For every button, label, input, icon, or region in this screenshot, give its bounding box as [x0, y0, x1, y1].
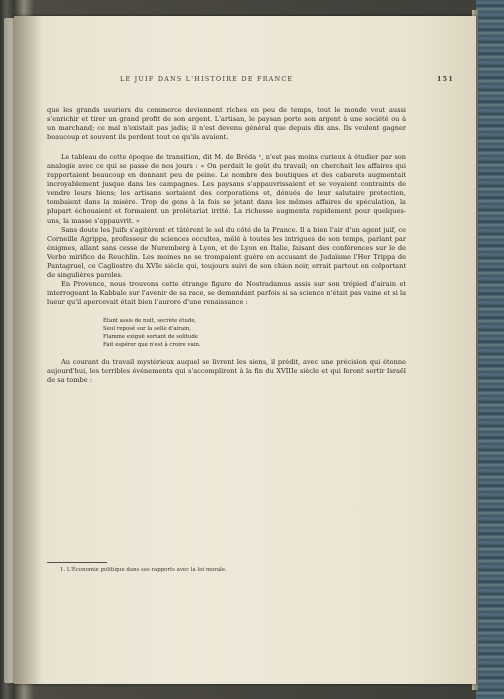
- footnote-rule: [47, 562, 107, 563]
- footnote: 1. L'Économie politique dans ses rapports avec la loi morale.: [60, 567, 227, 573]
- paragraph-1: que les grands usuriers du commerce deviennent riches en peu de temps, tout le monde veut aussi s'enrichir et tirer un grand profit de son argent. L'artisan, le paysan porte son argent à une société ou à un marchand; ce mal n'existait pas jadis; il n'est devenu général que depuis dix ans. Ils veulent gagner beaucoup et souvent ils perdent tout ce qu'ils avaient.: [47, 106, 406, 142]
- poem-line: Flamme exiguë sortant de solitude: [103, 333, 198, 340]
- page-number: 151: [436, 76, 454, 83]
- poem-line: Seul reposé sur la selle d'airain,: [103, 325, 191, 332]
- body-text: [47, 106, 406, 385]
- poem-line: Fait espérer que n'est à croire vain.: [103, 341, 201, 348]
- poem-quote: [103, 317, 406, 349]
- paragraph-5: Au courant du travail mystérieux auquel se livrent les siens, il prédit, avec une précision qui étonne aujourd'hui, les terribles événements qui s'accompliront à la fin du XVIIIe siècle et qui feront sortir Israël de sa tombe :: [47, 357, 406, 385]
- paragraph-4: En Provence, nous trouvons cette étrange figure de Nostradamus assis sur son trépied d'airain et interrogeant la Kabbale sur l'avenir de sa race, se demandant parfois si sa science n'était pas vaine et si la lueur qu'il apercevait était bien l'aurore d'une renaissance :: [47, 279, 406, 306]
- gutter-shadow: [14, 16, 42, 684]
- running-title: LE JUIF DANS L'HISTOIRE DE FRANCE: [120, 76, 294, 83]
- paragraph-2: Le tableau de cette époque de transition, dit M. de Bréda ¹, n'est pas moins curieux à étudier par son analogie avec ce qui se passe de nos jours : « On perdait le goût du travail; on cherchait les affaires qui rapportaient beaucoup en donnant peu de peine. Le nombre des boutiques et des cabarets augmentait incroyablement jusque dans les campagnes. Les paysans s'appauvrissaient et se voyaient contraints de vendre leurs biens; les artisans sortaient des corporations et, dénués de leur salutaire protection, tombaient dans la misère. Trop de gens à la fois se jetant dans les mêmes affaires de spéculation, la plupart échouaient et formaient un prolétariat irrité. La richesse augmenta rapidement pour quelques-uns, la masse s'appauvrit. »: [47, 153, 406, 225]
- poem-line: Étant assis de nuit, secrète étude,: [103, 317, 197, 324]
- paragraph-3: Sans doute les Juifs s'agitèrent et tâtèrent le sol du côté de la France. Il a bien l'air d'un agent juif, ce Corneille Agrippa, professeur de sciences occultes, mêlé à toutes les intrigues de son temps, parlant par énigmes, allant sans cesse de Nuremberg à Lyon, et de Lyon en Italie, faisant des conférences sur le de Verbo mirifico de Reuchlin. Les moines ne se trompaient guère en accusant de Judaïsme l'Her Trippa de Pantagruel, ce Cagliostro du XVIe siècle qui, toujours suivi de son chien noir, errait partout en colportant de singulières paroles.: [47, 225, 406, 279]
- book-binding: [476, 0, 504, 699]
